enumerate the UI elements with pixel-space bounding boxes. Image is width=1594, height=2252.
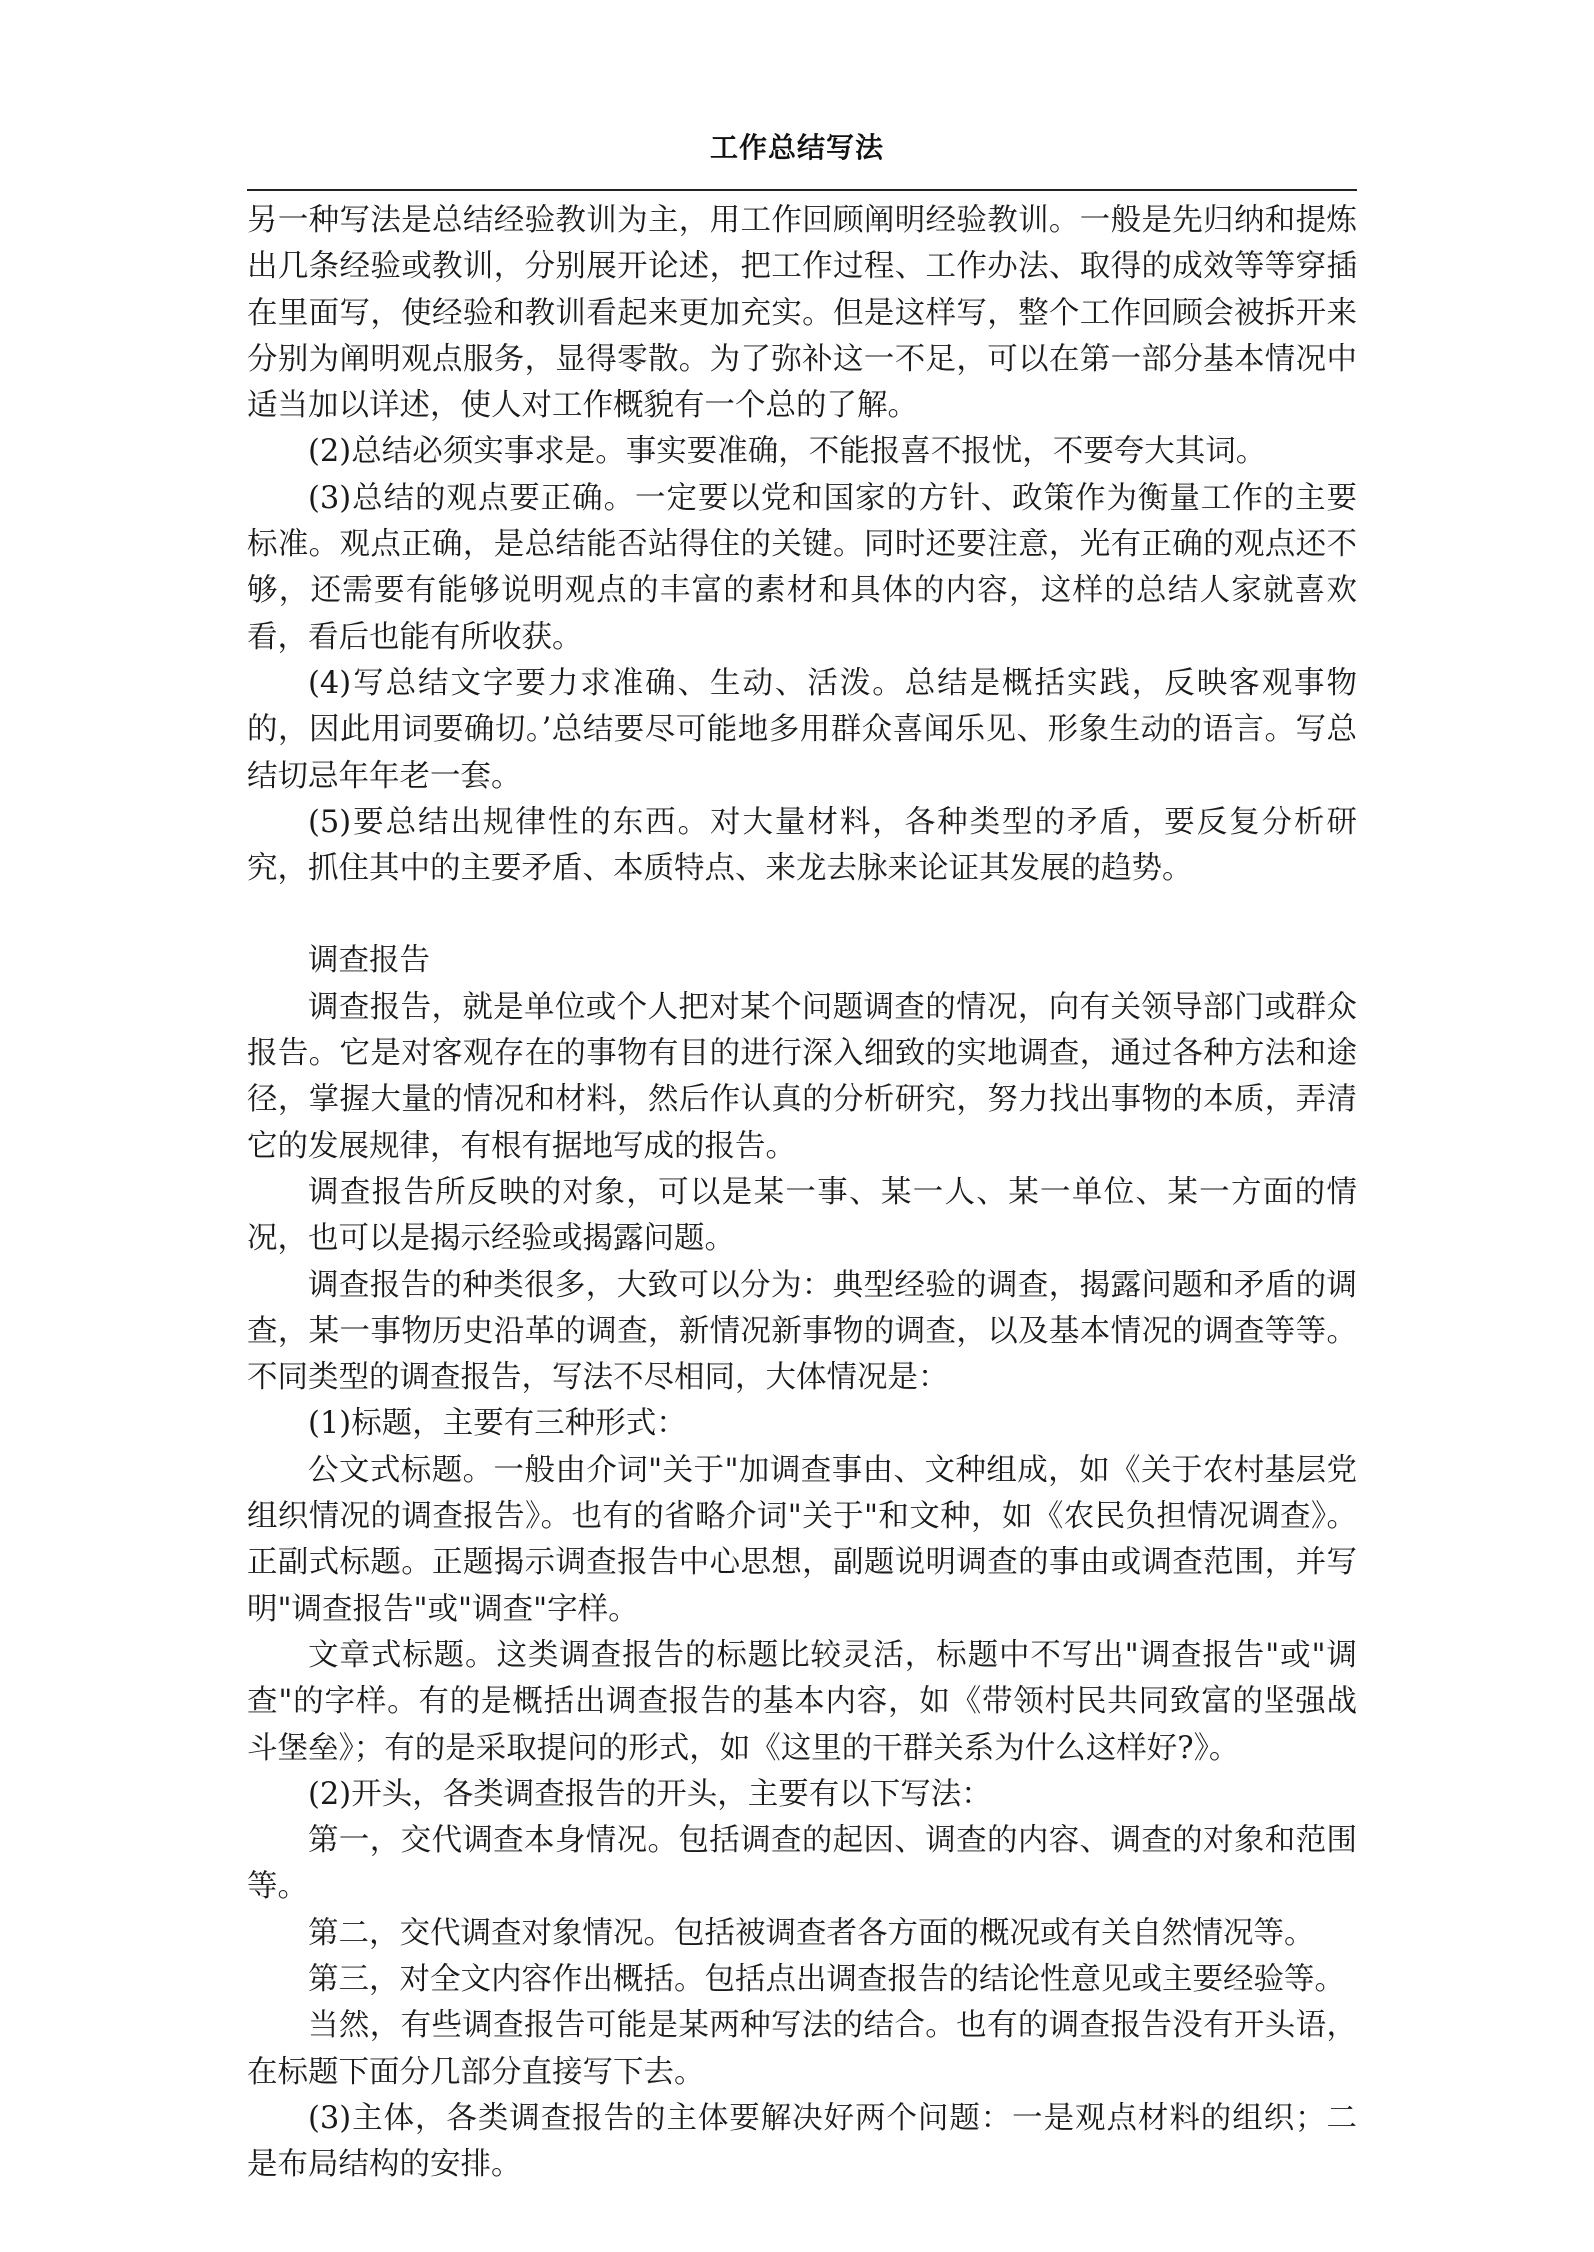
paragraph-point-3: (3)总结的观点要正确。一定要以党和国家的方针、政策作为衡量工作的主要标准。观点正确，是总结能否站得住的关键。同时还要注意，光有正确的观点还不够，还需要有能够说明观点的丰富的素材和具体的内容，这样的总结人家就喜欢看，看后也能有所收获。	[247, 480, 1357, 655]
paragraph-point-2: (2)总结必须实事求是。事实要准确，不能报喜不报忧，不要夸大其词。	[308, 434, 1267, 470]
paragraph-objects: 调查报告所反映的对象，可以是某一事、某一人、某一单位、某一方面的情况，也可以是揭示经验或揭露问题。	[247, 1174, 1357, 1257]
header-divider	[247, 189, 1357, 191]
paragraph-types: 调查报告的种类很多，大致可以分为：典型经验的调查，揭露问题和矛盾的调查，某一事物历史沿革的调查，新情况新事物的调查，以及基本情况的调查等等。不同类型的调查报告，写法不尽相同，大体情况是：	[247, 1267, 1357, 1396]
paragraph-article-title: 文章式标题。这类调查报告的标题比较灵活，标题中不写出"调查报告"或"调查"的字样。有的是概括出调查报告的基本内容，如《带领村民共同致富的坚强战斗堡垒》；有的是采取提问的形式，如《这里的干群关系为什么这样好?》。	[247, 1637, 1357, 1766]
paragraph-main-body: (3)主体，各类调查报告的主体要解决好两个问题：一是观点材料的组织；二是布局结构的安排。	[247, 2100, 1357, 2183]
page-header-title: 工作总结写法	[709, 131, 884, 164]
paragraph-second: 第二，交代调查对象情况。包括被调查者各方面的概况或有关自然情况等。	[308, 1915, 1315, 1951]
paragraph-opening: (2)开头，各类调查报告的开头，主要有以下写法：	[308, 1776, 992, 1812]
document-body	[247, 198, 1357, 2188]
paragraph-official-title: 公文式标题。一般由介词"关于"加调查事由、文种组成，如《关于农村基层党组织情况的调查报告》。也有的省略介词"关于"和文种，如《农民负担情况调查》。正副式标题。正题揭示调查报告中心思想，副题说明调查的事由或调查范围，并写明"调查报告"或"调查"字样。	[247, 1452, 1357, 1627]
paragraph-point-4: (4)写总结文字要力求准确、生动、活泼。总结是概括实践，反映客观事物的，因此用词要确切。’总结要尽可能地多用群众喜闻乐见、形象生动的语言。写总结切忌年年老一套。	[247, 665, 1357, 794]
paragraph-point-5: (5)要总结出规律性的东西。对大量材料，各种类型的矛盾，要反复分析研究，抓住其中的主要矛盾、本质特点、来龙去脉来论证其发展的趋势。	[247, 804, 1357, 887]
paragraph-first: 第一，交代调查本身情况。包括调查的起因、调查的内容、调查的对象和范围等。	[247, 1823, 1357, 1905]
paragraph-third: 第三，对全文内容作出概括。包括点出调查报告的结论性意见或主要经验等。	[308, 1961, 1345, 1997]
paragraph-experience-lessons: 另一种写法是总结经验教训为主，用工作回顾阐明经验教训。一般是先归纳和提炼出几条经验或教训，分别展开论述，把工作过程、工作办法、取得的成效等等穿插在里面写，使经验和教训看起来更加充实。但是这样写，整个工作回顾会被拆开来分别为阐明观点服务，显得零散。为了弥补这一不足，可以在第一部分基本情况中适当加以详述，使人对工作概貌有一个总的了解。	[247, 203, 1357, 424]
paragraph-definition: 调查报告，就是单位或个人把对某个问题调查的情况，向有关领导部门或群众报告。它是对客观存在的事物有目的进行深入细致的实地调查，通过各种方法和途径，掌握大量的情况和材料，然后作认真的分析研究，努力找出事物的本质，弄清它的发展规律，有根有据地写成的报告。	[247, 989, 1357, 1164]
paragraph-of-course: 当然，有些调查报告可能是某两种写法的结合。也有的调查报告没有开头语，在标题下面分几部分直接写下去。	[247, 2008, 1357, 2090]
section-heading: 调查报告	[308, 943, 430, 979]
section-gap	[247, 892, 1357, 938]
paragraph-title-forms: (1)标题，主要有三种形式：	[308, 1406, 687, 1442]
